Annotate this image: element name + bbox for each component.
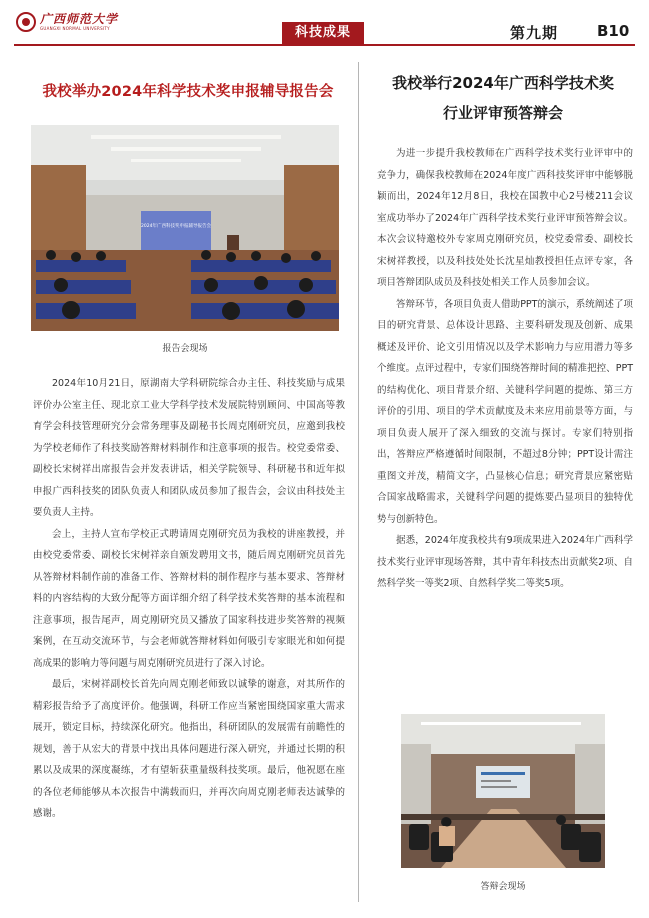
header-rule xyxy=(14,44,635,46)
left-paragraph-1: 2024年10月21日，原湖南大学科研院综合办主任、科技奖励与成果评价办公室主任、现北京工业大学科学技术发展院特别顾问、中国高等教育学会科技管理研究分会常务理事及副秘书长周克刚研究员，应邀到我校为学校老师作了科技奖励答辩材料制作和注意事项的报告。校党委常委、副校长宋树祥出席报告会并发表讲话，相关学院领导、科研秘书和近年拟申报广西科技奖的团队负责人和团队成员参加了报告会，会议由科技处主要负责人主持。 xyxy=(33,378,345,518)
screen-text: 2024年广西科技奖申报辅导报告会 xyxy=(141,224,211,229)
right-title-line-2: 行业评审预答辩会 xyxy=(442,104,563,122)
projection-screen xyxy=(141,211,211,251)
university-logo xyxy=(16,12,118,32)
right-paragraph-1: 为进一步提升我校教师在广西科学技术奖行业评审中的竞争力，确保我校教师在2024年度广西科技奖评审中能够脱颖而出，2024年12月8日，我校在国教中心2号楼211会议室成功举办了2024年广西科学技术奖行业评审预答辩会议。本次会议特邀校外专家周克刚研究员，校党委常委、副校长宋树祥教授，以及科技处处长沈星灿教授担任点评专家，各项目答辩团队成员及科技处相关工作人员参加会议。 xyxy=(377,148,633,288)
logo-name: 广西师范大学 xyxy=(40,12,119,26)
right-article-body xyxy=(377,143,633,595)
right-article-title xyxy=(372,68,634,128)
right-paragraph-2: 答辩环节，各项目负责人借助PPT的演示，系统阐述了项目的研究背景、总体设计思路、主要科研发现及创新、成果概述及评价、论文引用情况以及学术影响力与应用潜力等多个维度。点评过程中，专家们围绕答辩时间的精准把控、PPT的结构优化、项目背景介绍、关键科学问题的提炼、第三方评价的引用、项目的学术贡献度及未来应用前景等方面，与项目负责人展开了深入细致的交流与探讨。专家们特别指出，答辩应严格遵循时间限制，不超过8分钟；PPT设计需注重图文并茂，精简文字，凸显核心信息；研究背景应紧密贴合国家战略需求，关键科学问题的提炼要凸显项目的独特优势与创新特色。 xyxy=(377,298,633,525)
left-paragraph-3: 最后，宋树祥副校长首先向周克刚老师致以诚挚的谢意，对其所作的精彩报告给予了高度评价。他强调，科研工作应当紧密围绕国家重大需求展开，锁定目标，持续深化研究。他指出，科研团队的发展需有前瞻性的规划，善于从宏大的背景中找出具体问题进行深入研究，并通过长期的积累以及成果的深度凝练，才有望斩获重量级科技奖项。最后，他祝愿在座的各位老师能够从本次报告中满载而归，并再次向周克刚老师表达诚挚的感谢。 xyxy=(33,679,345,819)
university-seal-icon xyxy=(16,12,36,32)
defense-meeting-photo xyxy=(401,714,605,868)
lecture-hall-photo xyxy=(31,125,339,331)
column-divider xyxy=(358,62,359,902)
left-article-title: 我校举办2024年科学技术奖申报辅导报告会 xyxy=(42,84,334,100)
right-paragraph-3: 据悉，2024年度我校共有9项成果进入2024年广西科学技术奖行业评审现场答辩，其中青年科技杰出贡献奖2项、自然科学奖一等奖2项、自然科学奖二等奖5项。 xyxy=(377,535,633,589)
issue-number: 第九期 xyxy=(510,24,559,42)
right-title-line-1: 我校举行2024年广西科学技术奖 xyxy=(392,74,614,92)
left-article-body xyxy=(33,373,345,825)
left-photo-caption: 报告会现场 xyxy=(162,344,208,354)
page-header xyxy=(0,0,649,48)
right-photo-caption: 答辩会现场 xyxy=(480,882,526,892)
section-tab: 科技成果 xyxy=(282,22,364,44)
logo-english-name: GUANGXI NORMAL UNIVERSITY xyxy=(40,26,110,31)
page-number: B10 xyxy=(597,22,630,40)
left-paragraph-2: 会上，主持人宣布学校正式聘请周克刚研究员为我校的讲座教授，并由校党委常委、副校长宋树祥亲自颁发聘用文书，随后周克刚研究员首先从答辩材料制作前的准备工作、答辩材料的制作程序与基本要求、答辩材料的内容结构的大致分配等方面详细介绍了科学技术奖答辩的基本流程和注意事项，报告尾声，周克刚研究员又播放了国家科技进步奖答辩的视频案例，在互动交流环节，与会老师就答辩材料如何吸引专家眼光和如何提高成果的影响力等问题与周克刚研究员进行了深入讨论。 xyxy=(33,528,345,669)
